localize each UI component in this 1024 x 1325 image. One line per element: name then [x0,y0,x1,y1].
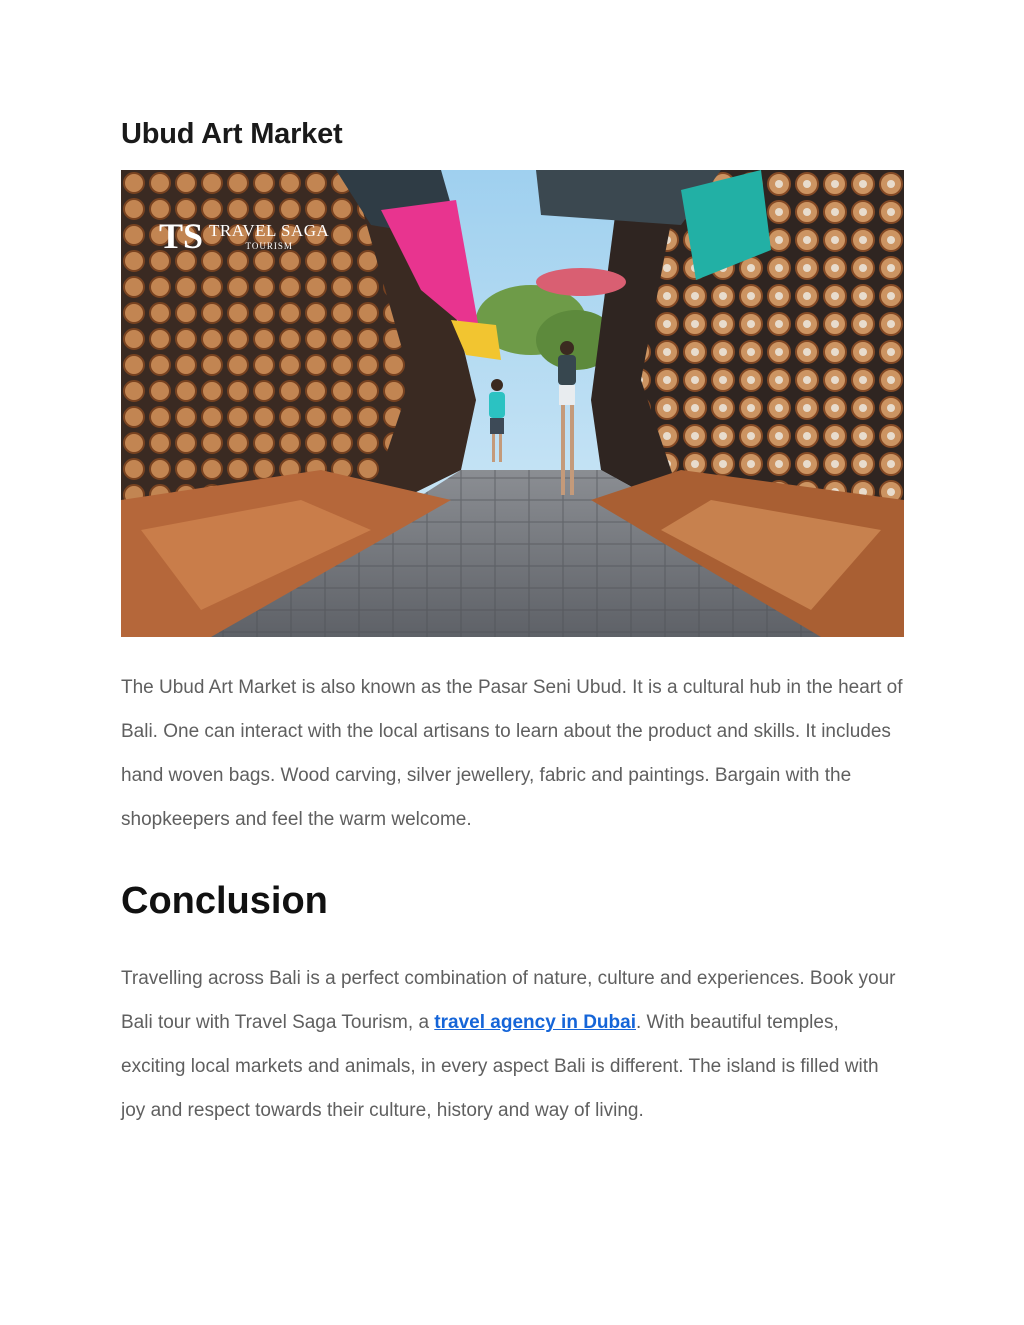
conclusion-paragraph [121,957,905,1133]
conclusion-text-start: Travelling across Bali is a perfect combination of nature, culture and experiences. Book your Bali tour with Travel Saga Tourism, a [121,968,896,1033]
logo-name: TRAVEL SAGA [209,221,330,240]
conclusion-heading: Conclusion [121,880,328,922]
section-paragraph: The Ubud Art Market is also known as the Pasar Seni Ubud. It is a cultural hub in the heart of Bali. One can interact with the local artisans to learn about the product and skills. It includes hand woven bags. Wood carving, silver jewellery, fabric and paintings. Bargain with the shopkeepers and feel the warm welcome. [121,677,903,830]
umbrella [536,268,626,296]
logo-subtitle: TOURISM [245,241,293,251]
logo-mark: TS [159,216,204,256]
travel-agency-link[interactable]: travel agency in Dubai [434,1012,636,1033]
market-photo [121,170,904,637]
section-heading: Ubud Art Market [121,118,343,150]
conclusion-text-end: . With beautiful temples, exciting local markets and animals, in every aspect Bali is different. The island is filled with joy and respect towards their culture, history and way of living. [121,1012,879,1121]
travel-saga-logo [159,218,329,254]
